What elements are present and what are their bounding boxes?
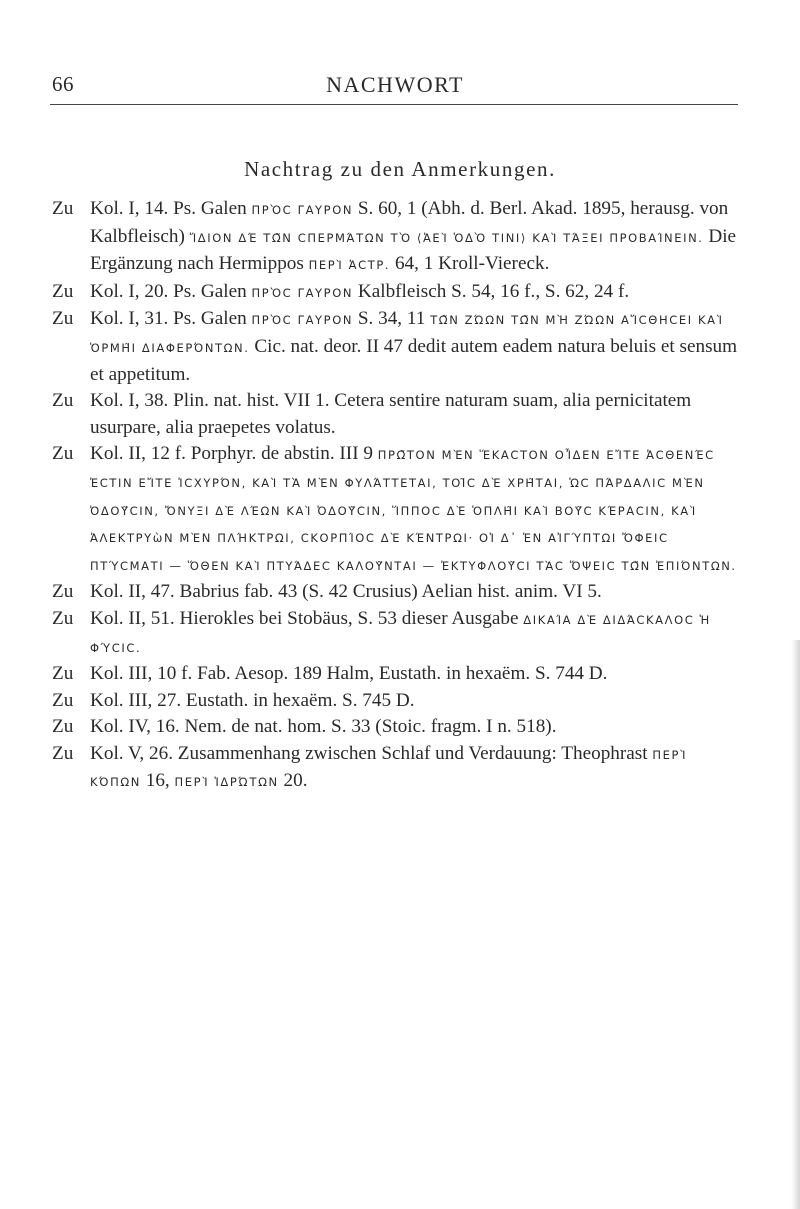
entry-text-segment: Kol. III, 27. Eustath. in hexaëm. S. 745 D. [90, 689, 415, 711]
entry-text [90, 441, 740, 579]
annotation-entry [52, 388, 740, 441]
entry-text [90, 661, 740, 688]
annotation-entry [52, 661, 740, 688]
page-header [52, 72, 738, 102]
entry-text-segment: Kol. I, 31. Ps. Galen [90, 308, 252, 330]
greek-quotation: ΠΕΡῚ ἹΔΡΏΤΩΝ [174, 775, 279, 790]
entry-text [90, 279, 740, 307]
greek-quotation: ΔΙΚΑΊΑ ΔῈ ΔΙΔΆCΚΑΛΟC Ἡ ΦΎCΙC. [90, 612, 711, 655]
entry-prefix: Zu [52, 581, 74, 603]
running-head: NACHWORT [326, 72, 464, 97]
entry-text-segment: Kol. II, 12 f. Porphyr. de abstin. III 9 [90, 443, 378, 465]
entry-text-segment: Kol. III, 10 f. Fab. Aesop. 189 Halm, Eustath. in hexaëm. S. 744 D. [90, 663, 608, 685]
entry-text-segment: S. 60, 1 (Abh. d. Berl. Akad. 1895, herausg. von Kalbfleisch) [90, 198, 729, 247]
page-number: 66 [52, 72, 74, 96]
entry-text-segment: Kol. II, 51. Hierokles bei Stobäus, S. 53 dieser Ausgabe [90, 607, 524, 629]
annotation-entry [52, 579, 740, 606]
entry-text [90, 688, 740, 715]
entry-prefix: Zu [52, 308, 74, 330]
entry-text-segment: S. 34, 11 [353, 308, 431, 330]
greek-quotation: ΠΡΩ͂ΤΟΝ ΜῈΝ ἝΚΑCΤΟΝ ΟἾΔΕΝ ΕἼΤΕ ἈCΘΕΝΈC ἘCΤΙΝ ΕἼΤΕ ἸCΧΥΡΌΝ, ΚΑῚ ΤᾺ ΜῈΝ ΦΥΛΆΤΤΕΤΑΙ, ΤΟΙ͂C ΔῈ ΧΡΗ͂ΤΑΙ, ὩC ΠΆΡΔΑΛΙC ΜῈΝ ὈΔΟΥ͂CΙΝ, ὌΝΥΞΙ ΔῈ ΛΈΩΝ ΚΑῚ ὈΔΟΥ͂CΙΝ, ἽΠΠΟC ΔῈ ὉΠΛΗ͂Ι ΚΑῚ ΒΟΥ͂C ΚΈΡΑCΙΝ, ΚΑῚ ἈΛΕΚΤΡΥὼΝ ΜῈΝ ΠΛΉΚΤΡΩΙ, CΚΟΡΠΊΟC ΔῈ ΚΈΝΤΡΩΙ· ΟἹ Δ᾽ ἘΝ ΑἸΓΎΠΤΩΙ ὌΦΕΙC ΠΤΎCΜΑΤΙ — ὍΘΕΝ ΚΑῚ ΠΤΥΆΔΕC ΚΑΛΟΥ͂ΝΤΑΙ — ἘΚΤΥΦΛΟΥ͂CΙ ΤᾺC ὌΨΕΙC ΤΩ͂Ν ἘΠΙΌΝΤΩΝ. [90, 448, 737, 573]
entry-prefix: Zu [52, 689, 74, 711]
entry-text-segment: Cic. nat. deor. II 47 dedit autem eadem natura beluis et sensum et appetitum. [90, 335, 738, 385]
entry-text-segment: Kol. I, 38. Plin. nat. hist. VII 1. Cetera sentire naturam suam, alia pernicitatem usurpare, alia praepetes volatus. [90, 390, 692, 438]
annotation-entry [52, 196, 740, 279]
page-edge-shadow [791, 640, 800, 1209]
annotation-entry [52, 606, 740, 661]
entry-text-segment: Kol. IV, 16. Nem. de nat. hom. S. 33 (Stoic. fragm. I n. 518). [90, 716, 557, 738]
annotation-list [52, 196, 740, 796]
entry-text-segment: Kalbfleisch S. 54, 16 f., S. 62, 24 f. [353, 280, 630, 302]
greek-quotation: ἼΔΙΟΝ ΔΈ ΤΩ͂Ν CΠΕΡΜΆΤΩΝ ΤῸ ⟨ἈΕῚ ὉΔῸ ΤΙΝΙ⟩ ΚΑῚ ΤΆΞΕΙ ΠΡΟΒΑΊΝΕΙΝ. [189, 230, 704, 245]
annotation-entry [52, 741, 740, 796]
greek-quotation: ΠΡῸC ΓΑΥΡΟΝ [251, 285, 354, 300]
entry-prefix: Zu [52, 198, 74, 219]
entry-text-segment: 64, 1 Kroll-Viereck. [390, 253, 550, 275]
entry-text-segment: Kol. V, 26. Zusammenhang zwischen Schlaf und Verdauung: Theophrast [90, 742, 653, 764]
entry-prefix: Zu [52, 607, 74, 629]
header-rule [50, 104, 738, 105]
entry-text [90, 306, 740, 388]
annotation-entry [52, 441, 740, 579]
entry-text-segment: Kol. II, 47. Babrius fab. 43 (S. 42 Crusius) Aelian hist. anim. VI 5. [90, 581, 602, 603]
greek-quotation: ΠΕΡῚ ἈCΤΡ. [308, 258, 391, 273]
annotation-entry [52, 279, 740, 307]
entry-prefix: Zu [52, 443, 74, 465]
entry-prefix: Zu [52, 280, 74, 302]
entry-text-segment: Kol. I, 20. Ps. Galen [90, 280, 252, 302]
entry-text [90, 579, 740, 606]
entry-prefix: Zu [52, 742, 74, 764]
entry-text-segment: Die Ergänzung nach Hermippos [90, 225, 737, 275]
entry-text-segment: 20. [278, 770, 308, 792]
entry-text-segment: 16, [140, 770, 175, 792]
annotation-entry [52, 306, 740, 388]
entry-text-segment: Kol. I, 14. Ps. Galen [90, 198, 252, 219]
entry-prefix: Zu [52, 390, 74, 412]
greek-quotation: ΤΩ͂Ν ΖΏΩΝ ΤΩ͂Ν ΜῊ ΖΏΩΝ ΑἼCΘΗCΕΙ ΚΑῚ ὉΡΜΗ͂Ι ΔΙΑΦΕΡΌΝΤΩΝ. [90, 313, 724, 355]
entry-prefix: Zu [52, 716, 74, 738]
entry-text [90, 606, 740, 661]
entry-text [90, 714, 740, 741]
section-title: Nachtrag zu den Anmerkungen. [244, 157, 556, 181]
entry-text [90, 196, 740, 279]
annotation-entry [52, 688, 740, 715]
entry-text [90, 388, 740, 441]
greek-quotation: ΠΡῸC ΓΑΥΡΟΝ [251, 313, 354, 328]
entry-text [90, 741, 740, 796]
greek-quotation: ΠΡῸC ΓΑΥΡΟΝ [251, 203, 354, 217]
greek-quotation: ΠΕΡῚ ΚΌΠΩΝ [90, 747, 688, 790]
annotation-entry [52, 714, 740, 741]
entry-prefix: Zu [52, 663, 74, 685]
